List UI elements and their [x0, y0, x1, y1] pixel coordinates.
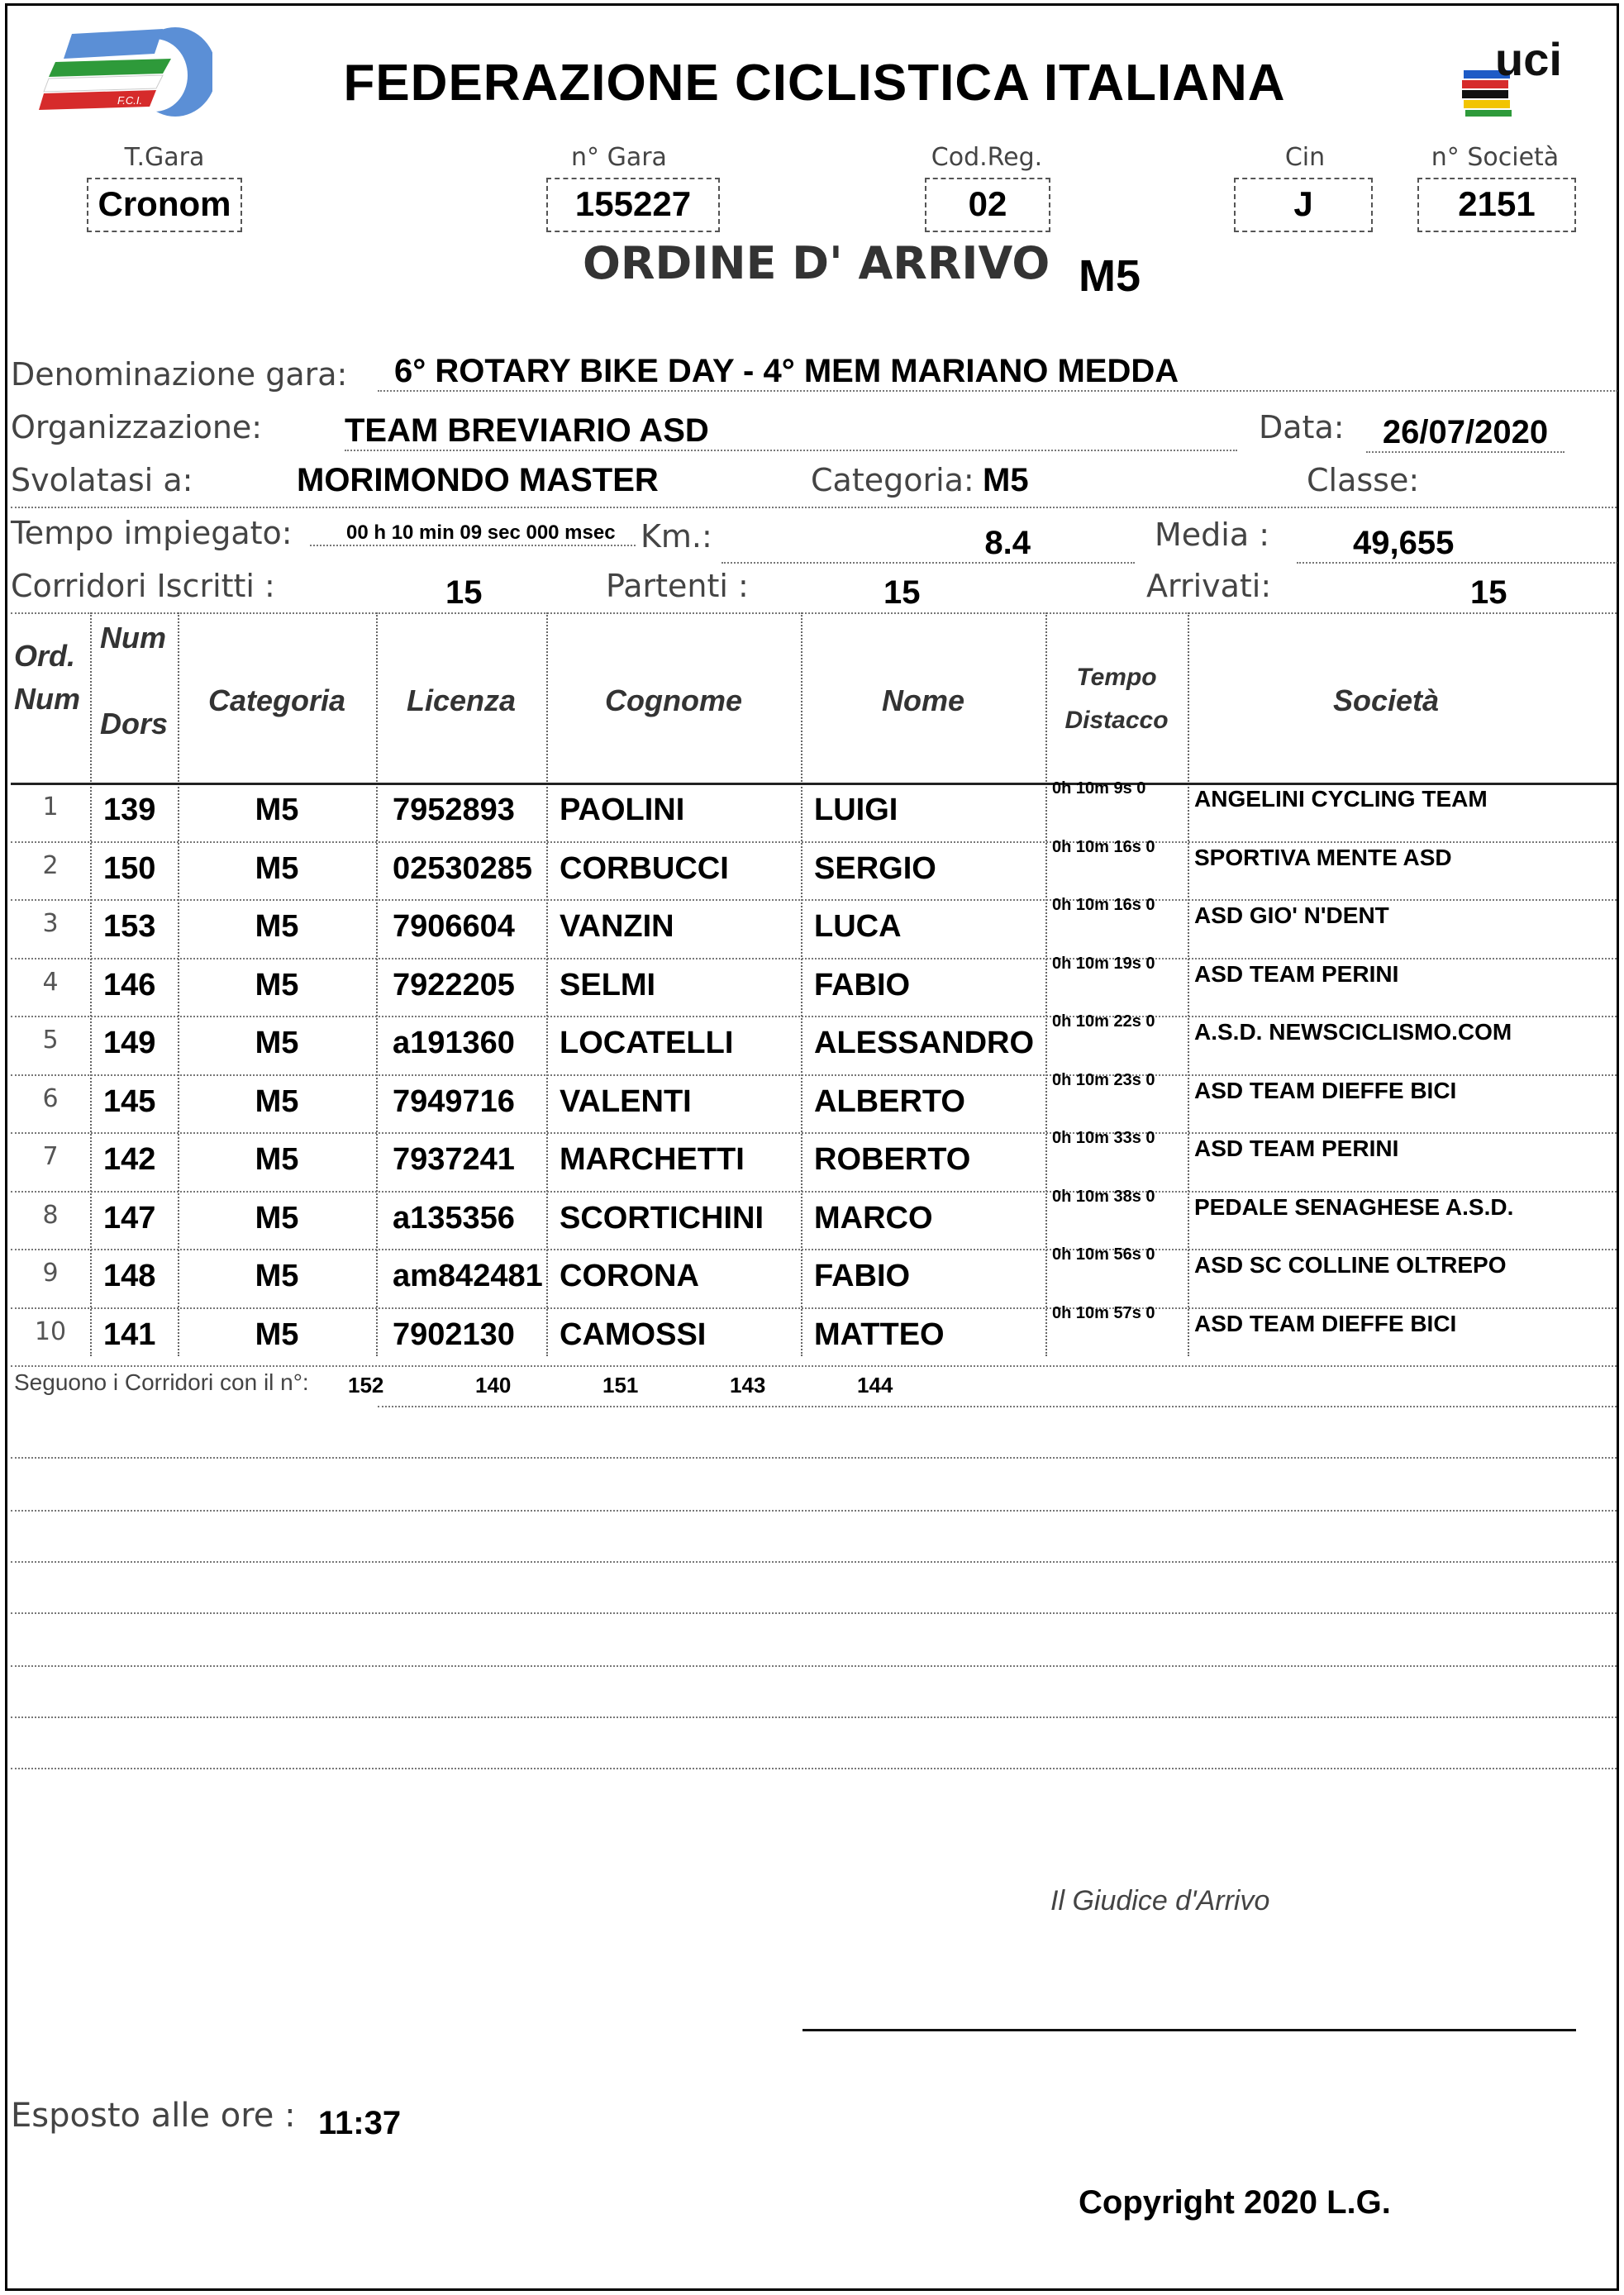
- svg-text:uci: uci: [1495, 33, 1562, 85]
- col-header-distacco: Distacco: [1064, 707, 1169, 734]
- avg: 49,655: [1297, 525, 1617, 564]
- cell-tempo: 0h 10m 23s 0: [1052, 1070, 1155, 1089]
- cell-tempo: 0h 10m 56s 0: [1052, 1245, 1155, 1264]
- cell-num: 148: [103, 1259, 156, 1293]
- order-category: M5: [1079, 251, 1141, 301]
- cell-categoria: M5: [255, 967, 299, 1002]
- cell-licenza: 7906604: [393, 909, 515, 944]
- field-label-cin: Cin: [1284, 143, 1326, 172]
- registered-label: Corridori Iscritti :: [11, 568, 275, 604]
- exposed-label: Esposto alle ore :: [11, 2097, 296, 2135]
- cell-nome: LUIGI: [814, 793, 898, 827]
- col-divider: [546, 612, 548, 1356]
- table-row-divider: [11, 1307, 1617, 1309]
- cell-categoria: M5: [255, 1259, 299, 1293]
- document-page: [5, 3, 1619, 2291]
- date-label: Data:: [1259, 409, 1345, 445]
- cell-tempo: 0h 10m 33s 0: [1052, 1129, 1155, 1147]
- judge-label: Il Giudice d'Arrivo: [1050, 1885, 1270, 1916]
- col-header-cognome: Cognome: [605, 683, 742, 717]
- col-divider: [90, 612, 92, 1356]
- col-header-num: Num: [100, 621, 166, 655]
- cell-categoria: M5: [255, 1142, 299, 1177]
- cell-licenza: 7949716: [393, 1083, 515, 1119]
- cell-licenza: 7902130: [393, 1317, 515, 1352]
- table-row-divider: [11, 1365, 1617, 1367]
- page-title: FEDERAZIONE CICLISTICA ITALIANA: [343, 55, 1286, 112]
- cell-tempo: 0h 10m 9s 0: [1052, 779, 1146, 798]
- location-label: Svolatasi a:: [11, 462, 193, 498]
- field-value-ngara: 155227: [546, 178, 720, 232]
- blank-line: [11, 1510, 1617, 1512]
- table-top-border: [11, 612, 1617, 614]
- km-label: Km.:: [641, 518, 712, 555]
- cell-societa: ANGELINI CYCLING TEAM: [1194, 786, 1488, 812]
- cell-ord: 6: [42, 1083, 59, 1113]
- cell-nome: LUCA: [814, 909, 902, 944]
- cell-categoria: M5: [255, 793, 299, 827]
- organization-label: Organizzazione:: [11, 409, 263, 445]
- cell-cognome: VANZIN: [560, 909, 674, 944]
- cell-num: 139: [103, 793, 156, 827]
- cell-nome: FABIO: [814, 1259, 911, 1293]
- field-value-tgara: Cronom: [87, 178, 242, 232]
- cell-nome: ALBERTO: [814, 1083, 965, 1119]
- col-divider: [376, 612, 378, 1356]
- cell-categoria: M5: [255, 1026, 299, 1060]
- cell-categoria: M5: [255, 1200, 299, 1236]
- cell-ord: 5: [42, 1026, 59, 1055]
- starters: 15: [883, 574, 921, 611]
- cell-cognome: CAMOSSI: [560, 1317, 707, 1352]
- cell-num: 142: [103, 1142, 156, 1177]
- col-header-ord: Ord.: [14, 639, 76, 673]
- avg-label: Media :: [1155, 517, 1270, 553]
- field-value-nsocieta: 2151: [1417, 178, 1576, 232]
- cell-societa: ASD TEAM DIEFFE BICI: [1194, 1310, 1457, 1336]
- table-row-divider: [11, 1016, 1617, 1017]
- cell-societa: PEDALE SENAGHESE A.S.D.: [1194, 1193, 1514, 1220]
- cell-categoria: M5: [255, 1083, 299, 1119]
- following-number: 152: [348, 1373, 384, 1397]
- cell-tempo: 0h 10m 19s 0: [1052, 954, 1155, 973]
- blank-line: [11, 1665, 1617, 1667]
- time-label: Tempo impiegato:: [11, 515, 293, 551]
- cell-licenza: a191360: [393, 1026, 515, 1060]
- arrived-label: Arrivati:: [1146, 568, 1272, 604]
- cell-nome: MARCO: [814, 1200, 933, 1236]
- table-row-divider: [11, 841, 1617, 843]
- cell-nome: ROBERTO: [814, 1142, 971, 1177]
- cell-nome: FABIO: [814, 967, 911, 1002]
- cell-cognome: MARCHETTI: [560, 1142, 745, 1177]
- location: MORIMONDO MASTER: [297, 462, 659, 498]
- cell-licenza: a135356: [393, 1200, 515, 1236]
- cell-num: 150: [103, 850, 156, 886]
- arrived: 15: [1470, 574, 1507, 611]
- organization: TEAM BREVIARIO ASD: [345, 412, 1237, 451]
- cell-cognome: PAOLINI: [560, 793, 685, 827]
- field-value-codreg: 02: [925, 178, 1050, 232]
- following-number: 143: [730, 1373, 766, 1397]
- date: 26/07/2020: [1366, 414, 1564, 453]
- cell-ord: 1: [42, 793, 59, 821]
- field-value-cin: J: [1234, 178, 1373, 232]
- blank-line: [11, 1768, 1617, 1769]
- cell-ord: 9: [42, 1259, 59, 1288]
- table-row-divider: [11, 1249, 1617, 1250]
- col-header-categoria: Categoria: [207, 683, 346, 717]
- registered: 15: [445, 574, 483, 611]
- cell-tempo: 0h 10m 38s 0: [1052, 1187, 1155, 1206]
- field-label-nsocieta: n° Società: [1431, 143, 1560, 172]
- col-header-licenza: Licenza: [406, 683, 517, 717]
- table-row-divider: [11, 1074, 1617, 1076]
- blank-line: [11, 1457, 1617, 1459]
- cell-tempo: 0h 10m 16s 0: [1052, 896, 1155, 914]
- col-header-societa: Società: [1332, 683, 1440, 717]
- race-name: 6° ROTARY BIKE DAY - 4° MEM MARIANO MEDDA: [378, 353, 1617, 392]
- cell-societa: ASD GIO' N'DENT: [1194, 902, 1389, 928]
- following-number: 144: [857, 1373, 893, 1397]
- header-bottom-border: [11, 783, 1617, 785]
- starters-label: Partenti :: [606, 568, 749, 604]
- cell-nome: ALESSANDRO: [814, 1026, 1035, 1060]
- cell-societa: ASD SC COLLINE OLTREPO: [1194, 1252, 1507, 1278]
- field-label-ngara: n° Gara: [571, 143, 667, 172]
- cell-tempo: 0h 10m 22s 0: [1052, 1012, 1155, 1031]
- field-label-tgara: T.Gara: [124, 143, 205, 172]
- copyright: Copyright 2020 L.G.: [1079, 2184, 1391, 2221]
- following-number: 140: [475, 1373, 512, 1397]
- cell-licenza: 7937241: [393, 1142, 515, 1177]
- blank-line: [11, 1716, 1617, 1718]
- table-row-divider: [11, 958, 1617, 959]
- cell-ord: 4: [42, 967, 59, 997]
- category: M5: [983, 462, 1029, 498]
- cell-licenza: 7922205: [393, 967, 515, 1002]
- cell-num: 147: [103, 1200, 156, 1236]
- cell-categoria: M5: [255, 909, 299, 944]
- cell-num: 146: [103, 967, 156, 1002]
- cell-societa: ASD TEAM DIEFFE BICI: [1194, 1077, 1457, 1103]
- uci-logo: [1455, 27, 1596, 118]
- table-row-divider: [11, 1191, 1617, 1193]
- cell-cognome: SELMI: [560, 967, 656, 1002]
- signature-line: [802, 2029, 1576, 2031]
- exposed-time: 11:37: [318, 2105, 402, 2141]
- cell-ord: 3: [42, 909, 59, 938]
- class-label: Classe:: [1307, 462, 1420, 498]
- col-header-tempo: Tempo: [1076, 664, 1157, 691]
- cell-societa: SPORTIVA MENTE ASD: [1194, 844, 1452, 870]
- cell-tempo: 0h 10m 57s 0: [1052, 1303, 1155, 1322]
- following-line: [378, 1406, 1617, 1407]
- cell-num: 141: [103, 1317, 156, 1352]
- cell-societa: A.S.D. NEWSCICLISMO.COM: [1194, 1019, 1512, 1045]
- cell-num: 145: [103, 1083, 156, 1119]
- cell-categoria: M5: [255, 850, 299, 886]
- col-divider: [801, 612, 802, 1356]
- cell-tempo: 0h 10m 16s 0: [1052, 837, 1155, 856]
- category-label: Categoria:: [811, 462, 974, 498]
- cell-cognome: VALENTI: [560, 1083, 692, 1119]
- cell-cognome: LOCATELLI: [560, 1026, 734, 1060]
- cell-licenza: 02530285: [393, 850, 533, 886]
- cell-cognome: CORBUCCI: [560, 850, 729, 886]
- cell-licenza: 7952893: [393, 793, 515, 827]
- col-header-nome: Nome: [881, 683, 965, 717]
- race-name-label: Denominazione gara:: [11, 356, 348, 393]
- info-divider: [11, 507, 1617, 508]
- km: 8.4: [722, 525, 1135, 564]
- time: 00 h 10 min 09 sec 000 msec: [310, 521, 636, 546]
- cell-ord: 8: [42, 1200, 59, 1230]
- field-label-codreg: Cod.Reg.: [931, 143, 1043, 172]
- col-divider: [1188, 612, 1189, 1356]
- cell-num: 153: [103, 909, 156, 944]
- cell-num: 149: [103, 1026, 156, 1060]
- cell-licenza: am842481: [393, 1259, 543, 1293]
- blank-line: [11, 1561, 1617, 1563]
- cell-cognome: SCORTICHINI: [560, 1200, 764, 1236]
- cell-cognome: CORONA: [560, 1259, 699, 1293]
- cell-nome: SERGIO: [814, 850, 936, 886]
- blank-line: [11, 1612, 1617, 1614]
- col-header-ord-num: Num: [14, 682, 80, 716]
- table-row-divider: [11, 899, 1617, 901]
- cell-societa: ASD TEAM PERINI: [1194, 1136, 1399, 1161]
- following-label: Seguono i Corridori con il n°:: [14, 1369, 309, 1395]
- svg-text:F.C.I.: F.C.I.: [117, 94, 143, 107]
- cell-ord: 7: [42, 1142, 59, 1171]
- table-row-divider: [11, 1132, 1617, 1134]
- order-title: ORDINE D' ARRIVO: [583, 237, 1050, 289]
- cell-societa: ASD TEAM PERINI: [1194, 960, 1399, 987]
- cell-ord: 10: [34, 1317, 67, 1346]
- cell-categoria: M5: [255, 1317, 299, 1352]
- cell-nome: MATTEO: [814, 1317, 945, 1352]
- col-header-dors: Dors: [100, 707, 169, 740]
- following-number: 151: [602, 1373, 639, 1397]
- cell-ord: 2: [42, 850, 59, 880]
